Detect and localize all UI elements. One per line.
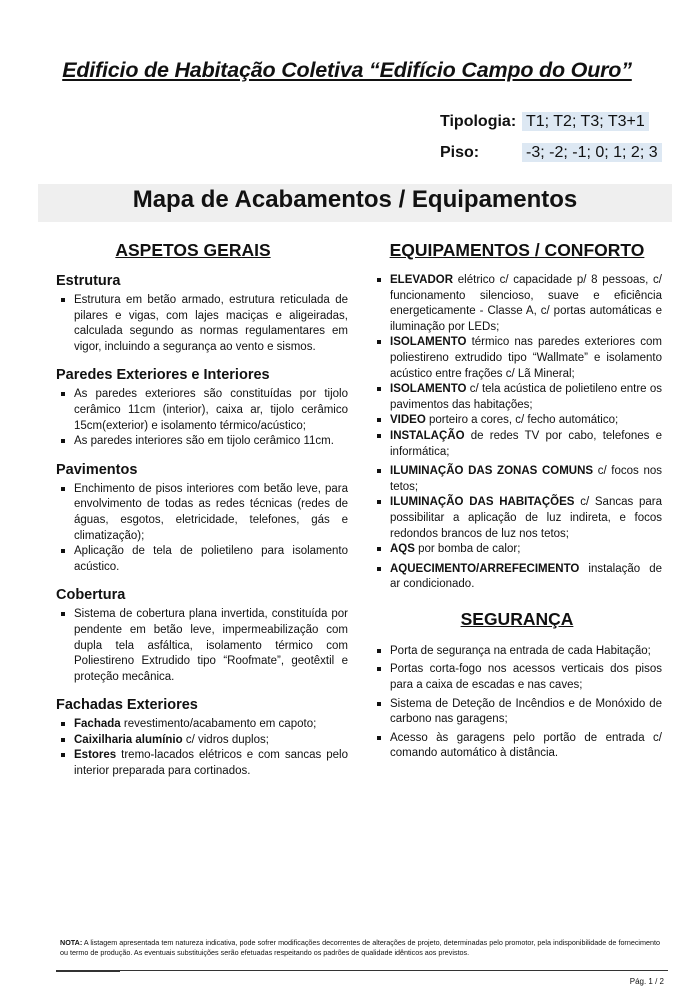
list-item	[372, 382, 662, 413]
footer-divider	[56, 970, 668, 971]
page-number: Pág. 1 / 2	[629, 977, 664, 986]
list-item	[372, 413, 662, 429]
list-item: Sistema de Deteção de Incêndios e de Monóxido de carbono nas garagens;	[372, 697, 662, 728]
item-text: c/ tela acústica de polietileno entre os pavimentos das habitações;	[390, 383, 662, 411]
aspetos-gerais-heading: ASPETOS GERAIS	[115, 240, 271, 260]
list-item	[372, 562, 662, 593]
item-keyword: Estores	[74, 749, 117, 762]
list-item: Enchimento de pisos interiores com betão leve, para envolvimento de todas as redes técnicas (redes de águas, esgotos, eletricidade, telefones, gás e climatização);	[56, 482, 348, 544]
equipamentos-heading: EQUIPAMENTOS / CONFORTO	[389, 240, 645, 260]
item-text: por bomba de calor;	[414, 543, 521, 556]
paredes-section	[56, 367, 348, 449]
item-text: c/ vidros duplos;	[182, 733, 269, 746]
list-item	[372, 335, 662, 382]
item-text: elétrico c/ capacidade p/ 8 pessoas, c/ funcionamento silencioso, suave e eficiência energeticamente - Classe A, c/ portas automáticas e iluminação por LEDs;	[390, 274, 662, 333]
note-label: NOTA:	[60, 938, 83, 947]
piso-value: -3; -2; -1; 0; 1; 2; 3	[522, 143, 662, 162]
item-keyword: VIDEO	[390, 414, 426, 427]
list-item	[372, 429, 662, 460]
list-item	[372, 464, 662, 495]
item-text: porteiro a cores, c/ fecho automático;	[425, 414, 619, 427]
seguranca-heading: SEGURANÇA	[460, 608, 574, 629]
item-text: tremo-lacados elétricos e com sancas pelo interior preparada para cortinados.	[74, 749, 348, 778]
item-text: revestimento/acabamento em capoto;	[120, 718, 317, 731]
aspetos-gerais-column	[56, 240, 348, 792]
tipologia-row	[440, 113, 649, 131]
list-item	[56, 733, 348, 749]
list-item: Portas corta-fogo nos acessos verticais dos pisos para a caixa de escadas e nas caves;	[372, 662, 662, 693]
pavimentos-section	[56, 462, 348, 576]
tipologia-value: T1; T2; T3; T3+1	[522, 112, 649, 131]
item-text: térmico nas paredes exteriores com poliestireno extrudido tipo “Wallmate” e isolamento acústico entre frações c/ Lã Mineral;	[390, 336, 662, 380]
note-text: A listagem apresentada tem natureza indicativa, pode sofrer modificações decorrentes de alterações de projeto, determinadas pelo promotor, pela indisponibilidade de fornecimento ou termo de produção. As eventuais substituições serão efetuadas respeitando os padrões de qualidade idênticos aos previstos.	[60, 938, 660, 957]
list-item	[56, 717, 348, 733]
item-text: de redes TV por cabo, telefones e informática;	[390, 429, 662, 458]
section-title: Pavimentos	[56, 461, 138, 478]
list-item: Porta de segurança na entrada de cada Habitação;	[372, 644, 662, 660]
tipologia-label: Tipologia:	[440, 113, 517, 130]
list-item: As paredes exteriores são constituídas por tijolo cerâmico 11cm (interior), caixa ar, tijolo cerâmico 15cm(exterior) e isolamento térmico/acústico;	[56, 387, 348, 434]
item-keyword: ISOLAMENTO	[390, 336, 467, 349]
list-item: Aplicação de tela de polietileno para isolamento acústico.	[56, 544, 348, 575]
map-title: Mapa de Acabamentos / Equipamentos	[132, 186, 578, 213]
item-keyword: INSTALAÇÃO	[390, 429, 465, 442]
item-keyword: ILUMINAÇÃO DAS HABITAÇÕES	[390, 496, 575, 509]
item-keyword: AQUECIMENTO/ARREFECIMENTO	[390, 562, 580, 575]
footer-divider-accent	[56, 970, 120, 972]
document-title: Edificio de Habitação Coletiva “Edifício Campo do Ouro”	[62, 58, 632, 82]
section-title: Paredes Exteriores e Interiores	[56, 367, 270, 384]
item-keyword: AQS	[390, 543, 415, 556]
item-keyword: Caixilharia alumínio	[74, 733, 183, 746]
list-item: Acesso às garagens pelo portão de entrada c/ comando automático à distância.	[372, 731, 662, 762]
fachadas-section	[56, 697, 348, 779]
item-keyword: ILUMINAÇÃO DAS ZONAS COMUNS	[390, 465, 594, 478]
list-item	[372, 495, 662, 542]
equipamentos-column	[372, 240, 662, 765]
list-item	[372, 542, 662, 558]
piso-row	[440, 144, 662, 162]
list-item: Sistema de cobertura plana invertida, constituída por pendente em betão leve, impermeabilização com dupla tela asfáltica, isolamento térmico com Poliestireno Extrudido tipo “Roofmate”, geotêxtil e proteção mecânica.	[56, 607, 348, 685]
list-item: As paredes interiores são em tijolo cerâmico 11cm.	[56, 434, 348, 450]
list-item: Estrutura em betão armado, estrutura reticulada de pilares e vigas, com lajes maciças e aligeiradas, calculada segundo as normas regulamentares em vigor, incluindo a segurança ao vento e sismos.	[56, 293, 348, 355]
list-item	[56, 748, 348, 779]
item-text: c/ Sancas para possibilitar a aplicação de luz indireta, e focos redondos brancos de luz nos tetos;	[390, 496, 663, 540]
item-keyword: ELEVADOR	[390, 274, 454, 286]
section-title: Cobertura	[56, 587, 126, 604]
item-keyword: ISOLAMENTO	[390, 383, 467, 396]
section-title: Fachadas Exteriores	[56, 697, 198, 714]
cobertura-section	[56, 587, 348, 685]
item-text: c/ focos nos tetos;	[390, 465, 662, 493]
section-title: Estrutura	[56, 273, 121, 289]
footer-note	[60, 938, 660, 958]
list-item	[372, 273, 662, 335]
estrutura-section	[56, 273, 348, 355]
item-keyword: Fachada	[74, 718, 121, 731]
item-text: instalação de ar condicionado.	[390, 562, 662, 591]
piso-label: Piso:	[440, 144, 480, 161]
